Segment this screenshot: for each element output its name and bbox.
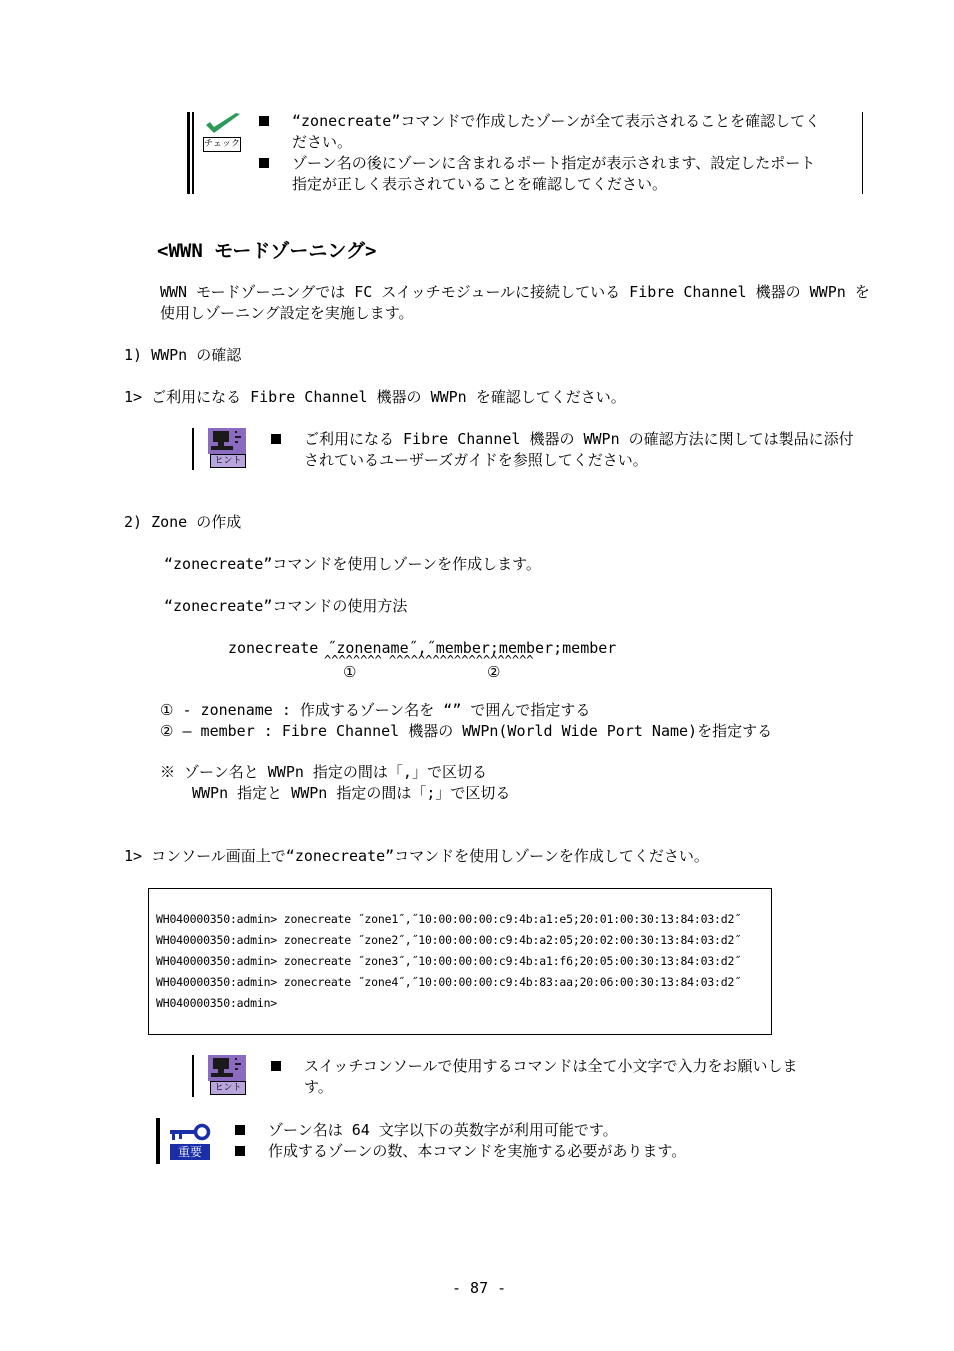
bullet-icon <box>271 1061 281 1071</box>
important-left-bar <box>156 1118 160 1164</box>
hint-2-line2: す。 <box>304 1078 333 1096</box>
checkmark-icon <box>203 112 243 136</box>
computer-icon <box>207 1055 247 1081</box>
step1-instruction: 1> ご利用になる Fibre Channel 機器の WWPn を確認してください。 <box>124 388 626 406</box>
section-title: <WWN モードゾーニング> <box>157 240 377 262</box>
page-number: - 87 - <box>452 1279 507 1297</box>
hint-icon <box>207 428 249 470</box>
check-item-2-line2: 指定が正しく表示されていることを確認してください。 <box>292 175 668 193</box>
important-icon-label: 重要 <box>170 1144 210 1160</box>
computer-icon <box>207 428 247 454</box>
intro-line1: WWN モードゾーニングでは FC スイッチモジュールに接続している Fibre Channel 機器の WWPn を <box>160 283 870 301</box>
console-line: WH040000350:admin> zonecreate ˝zone2˝,˝10:00:00:00:c9:4b:a2:05;20:02:00:30:13:84:03:d2˝ <box>156 933 741 947</box>
check-item-2-line1: ゾーン名の後にゾーンに含まれるポート指定が表示されます、設定したポート <box>292 154 816 172</box>
param-1: ① - zonename : 作成するゾーン名を “” で囲んで指定する <box>160 701 591 719</box>
hint-2-line1: スイッチコンソールで使用するコマンドは全て小文字で入力をお願いしま <box>304 1057 798 1075</box>
hint-icon-label: ヒント <box>210 1081 246 1095</box>
key-shape-icon <box>169 1122 213 1142</box>
bullet-icon <box>259 116 269 126</box>
console-line: WH040000350:admin> zonecreate ˝zone4˝,˝10:00:00:00:c9:4b:83:aa;20:06:00:30:13:84:03:d2˝ <box>156 975 741 989</box>
important-item-2: 作成するゾーンの数、本コマンドを実施する必要があります。 <box>268 1142 687 1160</box>
note-line2: WWPn 指定と WWPn 指定の間は「;」で区切る <box>192 784 511 802</box>
key-icon <box>169 1122 213 1162</box>
hint-1-line1: ご利用になる Fibre Channel 機器の WWPn の確認方法に関しては製品に添付 <box>304 430 854 448</box>
check-note-left-bar-2 <box>192 112 194 194</box>
hint-icon-label: ヒント <box>210 454 246 468</box>
hint-left-bar <box>192 1055 194 1097</box>
check-note-right-bar <box>862 112 863 194</box>
hint-left-bar <box>192 428 194 470</box>
bullet-icon <box>259 158 269 168</box>
step2-usage-label: “zonecreate”コマンドの使用方法 <box>164 597 408 615</box>
check-item-1-line1: “zonecreate”コマンドで作成したゾーンが全て表示されることを確認してく <box>292 112 821 130</box>
step2-desc: “zonecreate”コマンドを使用しゾーンを作成します。 <box>164 555 541 573</box>
marker-1: ① <box>343 663 357 681</box>
intro-line2: 使用しゾーニング設定を実施します。 <box>160 304 414 322</box>
check-note-left-bar <box>187 112 190 194</box>
console-box <box>148 888 772 1035</box>
marker-2: ② <box>487 663 501 681</box>
hint-1-line2: されているユーザーズガイドを参照してください。 <box>304 451 648 469</box>
bullet-icon <box>235 1146 245 1156</box>
step2-heading: 2) Zone の作成 <box>124 513 242 531</box>
console-line: WH040000350:admin> <box>156 996 278 1010</box>
hint-icon <box>207 1055 249 1097</box>
check-icon-label: チェック <box>203 137 241 152</box>
syntax-line: zonecreate ˝zonename˝,˝member;member;member <box>228 639 617 657</box>
important-item-1: ゾーン名は 64 文字以下の英数字が利用可能です。 <box>268 1121 618 1139</box>
param-2: ② – member : Fibre Channel 機器の WWPn(World Wide Port Name)を指定する <box>160 722 773 740</box>
bullet-icon <box>235 1125 245 1135</box>
note-line1: ※ ゾーン名と WWPn 指定の間は「,」で区切る <box>160 763 487 781</box>
check-item-1-line2: ださい。 <box>292 133 353 151</box>
step1-heading: 1) WWPn の確認 <box>124 346 242 364</box>
console-line: WH040000350:admin> zonecreate ˝zone1˝,˝10:00:00:00:c9:4b:a1:e5;20:01:00:30:13:84:03:d2˝ <box>156 912 741 926</box>
step2-instruction: 1> コンソール画面上で“zonecreate”コマンドを使用しゾーンを作成してください。 <box>124 847 709 865</box>
console-line: WH040000350:admin> zonecreate ˝zone3˝,˝10:00:00:00:c9:4b:a1:f6;20:05:00:30:13:84:03:d2˝ <box>156 954 741 968</box>
check-icon <box>203 112 243 154</box>
syntax-marks: ^^^^^^^^ ^^^^^^^^^^^^^^^^^^^^ <box>324 653 534 667</box>
bullet-icon <box>271 434 281 444</box>
